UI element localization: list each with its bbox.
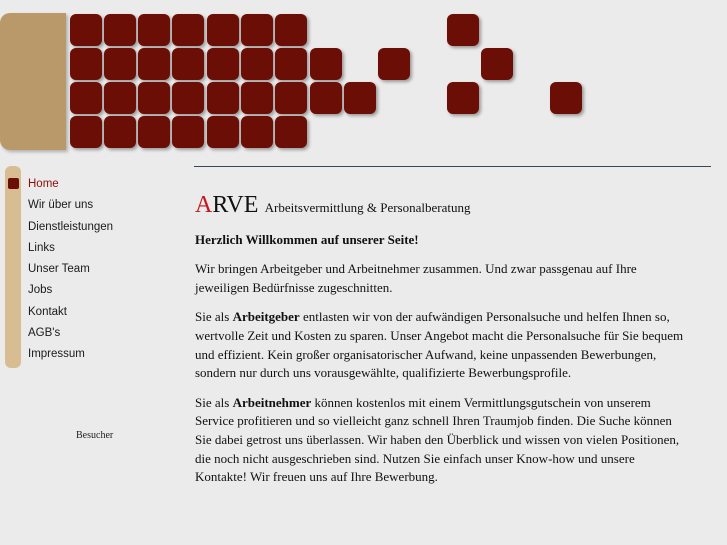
header-square [241, 14, 273, 46]
page-title [195, 192, 685, 218]
header-square [138, 14, 170, 46]
header-square [138, 48, 170, 80]
brand-logo [195, 192, 258, 218]
header-square [310, 48, 342, 80]
nav-item-impressum[interactable] [0, 344, 180, 365]
header-square [275, 82, 307, 114]
nav-item-links[interactable] [0, 238, 180, 259]
header-square [241, 116, 273, 148]
header-square [172, 82, 204, 114]
header-rule [194, 166, 711, 167]
header-square [104, 48, 136, 80]
nav-item-home[interactable] [0, 174, 180, 195]
nav-item-label: Home [28, 178, 59, 190]
header-square [344, 82, 376, 114]
header-square [310, 82, 342, 114]
employer-text: entlasten wir von der aufwändigen Personalsuche und helfen Ihnen so, wertvolle Zeit und Kosten zu sparen. Unser Angebot macht die Personalsuche für Sie bequem und effizient. Kein großer organisatorischer Aufwand, keine unpassenden Bewerbungen, sondern nur durch uns vorausgewählte, qualifizierte Bewerbungsprofile. [195, 309, 684, 381]
employer-prefix: Sie als [195, 309, 233, 325]
nav-item-jobs[interactable] [0, 280, 180, 301]
header-square [70, 82, 102, 114]
employee-text: können kostenlos mit einem Vermittlungsgutschein von unserem Service profitieren und so vielleicht ganz schnell Ihren Traumjob finden. Die Suche können Sie dabei getrost uns überlassen. Wir haben den Überblick und wissen von vielen Positionen, die noch nicht ausgeschrieben sind. Nutzen Sie einfach unser Know-how und unsere Kontakte! Wir freuen uns auf Ihre Bewerbung. [195, 394, 680, 485]
header-tan-block [0, 13, 66, 150]
employee-bold: Arbeitnehmer [232, 394, 312, 410]
brand-subtitle: Arbeitsvermittlung & Personalberatung [264, 200, 471, 215]
main-content [195, 192, 685, 498]
header-square [138, 82, 170, 114]
main-nav [0, 174, 180, 366]
nav-item-label: Kontakt [28, 305, 67, 318]
visitor-counter-label: Besucher [76, 430, 114, 441]
header-square [104, 82, 136, 114]
intro-paragraph: Wir bringen Arbeitgeber und Arbeitnehmer zusammen. Und zwar passgenau auf Ihre jeweiligen Bedürfnisse zugeschnitten. [195, 261, 637, 295]
nav-item-label: Unser Team [28, 263, 90, 276]
header-square [275, 14, 307, 46]
employer-paragraph [195, 308, 685, 382]
header-square [241, 48, 273, 80]
nav-item-label: Dienstleistungen [28, 220, 114, 233]
nav-item-label: AGB's [28, 327, 61, 340]
header-square [207, 116, 239, 148]
nav-item-kontakt[interactable] [0, 302, 180, 323]
active-marker-icon [8, 178, 19, 189]
header-square [481, 48, 513, 80]
nav-item-unser-team[interactable] [0, 259, 180, 280]
employee-paragraph [195, 394, 685, 487]
employee-prefix: Sie als [195, 394, 233, 410]
nav-item-dienstleistungen[interactable] [0, 217, 180, 238]
header-square [172, 116, 204, 148]
header-square [207, 14, 239, 46]
brand-first-letter: A [195, 192, 213, 218]
header-square [70, 14, 102, 46]
header-square [378, 48, 410, 80]
employer-bold: Arbeitgeber [232, 309, 300, 325]
header-square [70, 48, 102, 80]
header-square [207, 82, 239, 114]
header-graphic [0, 0, 727, 160]
nav-item-label: Jobs [28, 284, 53, 297]
header-square [447, 14, 479, 46]
header-square [172, 48, 204, 80]
header-square [172, 14, 204, 46]
header-square [275, 48, 307, 80]
nav-item-label: Links [28, 241, 55, 254]
header-square [241, 82, 273, 114]
header-square [70, 116, 102, 148]
nav-item-label: Wir über uns [28, 199, 94, 212]
welcome-heading: Herzlich Willkommen auf unserer Seite! [195, 231, 419, 247]
nav-item-wir-ueber-uns[interactable] [0, 195, 180, 216]
nav-item-label: Impressum [28, 348, 85, 361]
nav-item-agb[interactable] [0, 323, 180, 344]
header-square [104, 116, 136, 148]
header-square [104, 14, 136, 46]
header-square [550, 82, 582, 114]
header-square [275, 116, 307, 148]
brand-rest: RVE [212, 192, 259, 218]
header-square [138, 116, 170, 148]
header-square [207, 48, 239, 80]
header-square [447, 82, 479, 114]
